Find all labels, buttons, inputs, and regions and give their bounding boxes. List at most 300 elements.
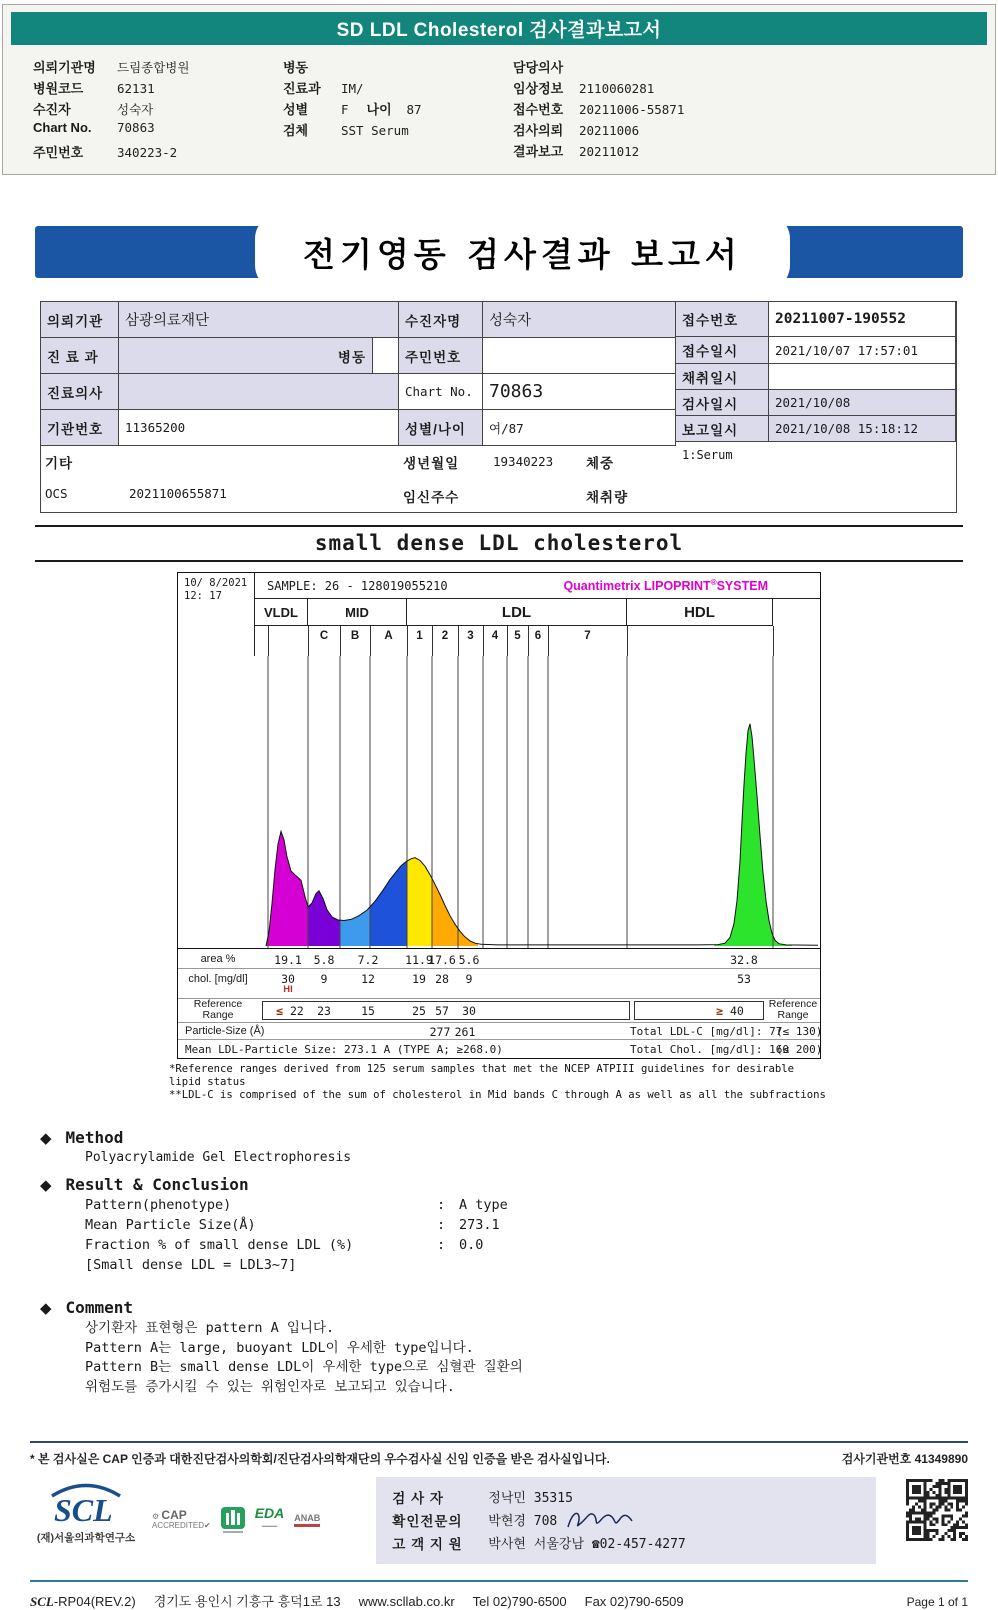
qr-module: [944, 1532, 947, 1535]
staff-role: 검 사 자: [392, 1490, 444, 1506]
qr-module: [921, 1509, 924, 1512]
qr-module: [936, 1497, 939, 1500]
header-info-row: [283, 99, 513, 120]
qr-module: [950, 1517, 953, 1520]
field-value: 340223-2: [117, 145, 178, 160]
report-header: [2, 4, 996, 175]
result-note: [Small dense LDL = LDL3~7]: [85, 1257, 297, 1273]
table-cell-r4.mv: 여/87: [483, 410, 676, 446]
area-pct-MID-C: 5.8: [313, 953, 335, 967]
qr-module: [950, 1506, 953, 1509]
qr-module: [927, 1479, 930, 1482]
brand-pre: Quantimetrix LIPOPRINT: [563, 579, 711, 594]
scl-logo-mark: [38, 1483, 134, 1527]
header-info-row: [283, 78, 513, 99]
results-section: [40, 1128, 958, 1397]
table-cell-rr2.l: 접수일시: [676, 337, 769, 364]
qr-module: [936, 1529, 939, 1532]
band-group-LDL: LDL: [407, 599, 627, 626]
area-percent-row: [178, 948, 820, 968]
qr-module: [918, 1511, 921, 1514]
field-label: 검체: [283, 123, 309, 138]
qr-module: [924, 1514, 927, 1517]
staff-value: 박사현 서울강남 ☎02-457-4277: [488, 1537, 686, 1552]
diamond-bullet: ◆: [40, 1129, 52, 1147]
report-title: SD LDL Cholesterol 검사결과보고서: [336, 20, 662, 41]
total-chol: Total Chol. [mg/dl]: 160: [630, 1043, 789, 1056]
row-label-ref-left: [178, 999, 258, 1021]
qr-module: [933, 1503, 936, 1506]
qr-module: [912, 1485, 921, 1494]
ref-label-line2: Range: [202, 1009, 234, 1021]
subband-label-C: C: [319, 630, 329, 642]
table-cell-r4.l: 기관번호: [41, 410, 119, 446]
form-code-scl: SCL: [30, 1594, 54, 1609]
qr-module: [909, 1514, 912, 1517]
agency-label: 검사기관번호: [841, 1452, 912, 1466]
result-title: Result & Conclusion: [65, 1175, 249, 1194]
ldl2-fill: [432, 879, 478, 947]
field-label: 수진자: [33, 102, 71, 117]
svg-text:SCL: SCL: [54, 1492, 113, 1527]
qr-module: [933, 1529, 936, 1532]
qr-module: [950, 1514, 953, 1517]
qr-module: [941, 1517, 944, 1520]
header-info-row: [33, 78, 283, 99]
qr-module: [938, 1479, 941, 1482]
chart-sample-row: [255, 573, 820, 599]
table-cell-r1.v: 삼광의료재단: [119, 302, 399, 338]
chart-datetime: [178, 573, 255, 656]
qr-module: [924, 1506, 927, 1509]
particle-size-0: 277: [429, 1025, 451, 1039]
anab-bar: [294, 1524, 320, 1527]
header-info-column: [283, 57, 513, 164]
qr-module: [936, 1532, 939, 1535]
chol-MID-C: 9: [320, 972, 328, 986]
subband-label-4: 4: [491, 630, 499, 642]
table-cell-r2.ml: 주민번호: [399, 338, 483, 374]
qr-module: [953, 1526, 956, 1529]
qr-module: [924, 1500, 927, 1503]
result-label: Fraction % of small dense LDL (%): [85, 1237, 354, 1253]
staff-value: 박현경 708: [488, 1514, 558, 1529]
qr-module: [915, 1503, 918, 1506]
field-value: 87: [406, 102, 422, 117]
mid-a-fill: [370, 861, 407, 946]
lim-logo: [221, 1507, 245, 1533]
report-title-bar: [11, 12, 987, 45]
comment-heading: [40, 1298, 958, 1317]
qr-module: [927, 1532, 930, 1535]
qr-module: [962, 1500, 965, 1503]
subband-separator: [407, 626, 408, 656]
qr-module: [915, 1511, 918, 1514]
subband-separator: [528, 626, 529, 656]
field-value: 70863: [117, 120, 155, 135]
qr-module: [953, 1485, 962, 1494]
header-info-row: [513, 141, 943, 162]
comment-line: Pattern A는 large, buoyant LDL이 우세한 type입니다.: [85, 1339, 474, 1356]
row-label-chol: chol. [mg/dl]: [188, 973, 248, 985]
qr-module: [941, 1500, 944, 1503]
lab-address: 경기도 용인시 기흥구 흥덕1로 13: [153, 1594, 341, 1609]
electrophoresis-curve: [178, 656, 820, 948]
table-cell-rr1.l: 접수번호: [676, 302, 769, 337]
field-label: 검사의뢰: [513, 123, 564, 138]
qr-module: [947, 1514, 950, 1517]
table-cell-r5.l: 기타: [45, 456, 74, 471]
certification-row: [30, 1441, 968, 1467]
table-cell-r2.l: 진 료 과: [41, 338, 119, 374]
ref-LDL-2: 30: [462, 1004, 476, 1018]
lab-fax: Fax 02)790-6509: [584, 1594, 684, 1609]
staff-row-tester: [392, 1485, 860, 1508]
qr-module: [930, 1497, 933, 1500]
cap-logo: ⚙ CAP ACCREDITED✔: [152, 1507, 211, 1530]
qr-module: [962, 1520, 965, 1523]
result-row: [85, 1196, 958, 1216]
mid-b-fill: [340, 907, 370, 946]
reference-box-hdl: [634, 1001, 764, 1020]
area-pct-MID-A: 11.9: [405, 953, 433, 967]
signature: [565, 1508, 635, 1532]
qr-module: [959, 1532, 962, 1535]
band-group-MID: MID: [308, 599, 407, 626]
qr-module: [959, 1517, 962, 1520]
chol-flag-hi: HI: [283, 984, 293, 995]
lipoprint-brand: [563, 578, 768, 593]
qr-module: [941, 1520, 944, 1523]
qr-module: [947, 1535, 950, 1538]
qr-module: [933, 1511, 936, 1514]
header-info-row: [283, 120, 513, 141]
result-row: [85, 1216, 958, 1236]
qr-module: [956, 1506, 959, 1509]
staff-role: 확인전문의: [392, 1513, 463, 1529]
banner: [35, 213, 963, 291]
agency-number: [842, 1450, 968, 1467]
qr-module: [930, 1479, 933, 1482]
qr-module: [938, 1485, 941, 1488]
qr-module: [933, 1485, 936, 1488]
eda-label: EDA: [254, 1505, 285, 1521]
header-info-row: [33, 57, 283, 78]
subband-separator: [773, 626, 774, 656]
qr-module: [938, 1538, 941, 1541]
lab-tel: Tel 02)790-6500: [472, 1594, 567, 1609]
qr-module: [944, 1497, 947, 1500]
subband-separator: [432, 626, 433, 656]
field-label: 주민번호: [33, 145, 84, 160]
patient-table: [40, 301, 957, 513]
qr-module: [947, 1509, 950, 1512]
ref-label-line1: Reference: [193, 998, 243, 1010]
header-info-row: [513, 120, 943, 141]
ref-VLDL: ≤ 22: [276, 1004, 304, 1018]
subband-separator: [308, 626, 309, 656]
qr-module: [944, 1488, 947, 1491]
chart-footnotes: [169, 1063, 829, 1102]
qr-module: [927, 1517, 930, 1520]
table-cell-rr2.v: 2021/10/07 17:57:01: [769, 337, 956, 364]
field-label: 병동: [283, 60, 309, 75]
brand-post: SYSTEM: [716, 579, 768, 594]
lipoprint-chart: [177, 572, 821, 1059]
qr-module: [938, 1497, 941, 1500]
form-code-rest: -RP04(REV.2): [53, 1594, 136, 1609]
qr-module: [944, 1506, 947, 1509]
qr-module: [930, 1488, 933, 1491]
band-group-row: [255, 599, 820, 626]
scl-subtitle: (재)서울의과학연구소: [36, 1532, 136, 1544]
ref-prefix: ≥: [716, 1004, 730, 1018]
qr-module: [938, 1491, 941, 1494]
staff-row-support: [392, 1531, 860, 1554]
field-label: Chart No.: [33, 120, 92, 135]
brand-reg-mark: ®: [710, 578, 717, 587]
area-pct-LDL-1: 17.6: [428, 953, 456, 967]
qr-module: [930, 1503, 933, 1506]
qr-module: [909, 1517, 912, 1520]
subband-label-A: A: [384, 630, 393, 642]
qr-module: [962, 1532, 965, 1535]
subband-separator: [627, 626, 628, 656]
banner-title: 전기영동 검사결과 보고서: [303, 234, 742, 274]
qr-module: [950, 1526, 953, 1529]
table-cell-r1.ml: 수진자명: [399, 302, 483, 338]
qr-module: [965, 1514, 968, 1517]
ref-MID-C: 23: [317, 1004, 331, 1018]
header-info-row: [33, 120, 283, 142]
area-pct-LDL-2: 5.6: [458, 953, 480, 967]
cap-sublabel: ACCREDITED✔: [152, 1520, 211, 1530]
scl-logo: [30, 1483, 142, 1545]
qr-module: [956, 1509, 959, 1512]
field-value: 2110060281: [579, 81, 655, 96]
field-label: 나이: [366, 102, 392, 117]
table-cell-r4.ml: 성별/나이: [399, 410, 483, 446]
qr-module: [956, 1526, 959, 1529]
ref-LDL-1: 57: [435, 1004, 449, 1018]
qr-module: [936, 1485, 939, 1488]
field-value: SST Serum: [341, 123, 409, 138]
field-value: 62131: [117, 81, 155, 96]
address-row: [30, 1580, 968, 1610]
chol-VLDL: 30: [281, 972, 295, 986]
sample-id: SAMPLE: 26 - 128019055210: [267, 578, 448, 593]
footnote-1: *Reference ranges derived from 125 serum samples that met the NCEP ATPIII guidelines for desirable lipid status: [169, 1063, 795, 1088]
page-number: Page 1 of 1: [906, 1595, 968, 1609]
qr-module: [906, 1503, 909, 1506]
comment-title: Comment: [65, 1298, 133, 1317]
qr-module: [944, 1491, 947, 1494]
qr-module: [962, 1526, 965, 1529]
qr-module: [941, 1523, 944, 1526]
qr-module: [938, 1494, 941, 1497]
footnote-2: **LDL-C is comprised of the sum of cholesterol in Mid bands C through A as well as all the subfractions: [169, 1089, 826, 1101]
qr-module: [941, 1482, 944, 1485]
hdl-fill: [714, 724, 792, 946]
subband-separator: [507, 626, 508, 656]
band-group-HDL: HDL: [627, 599, 773, 626]
subband-separator: [458, 626, 459, 656]
qr-module: [930, 1520, 933, 1523]
qr-module: [953, 1538, 956, 1541]
qr-module: [912, 1511, 915, 1514]
chol-MID-B: 12: [361, 972, 375, 986]
chol-HDL: 53: [737, 972, 751, 986]
qr-module: [956, 1500, 959, 1503]
comment-lines: [85, 1319, 958, 1397]
subband-separator: [483, 626, 484, 656]
staff-row-specialist: [392, 1508, 860, 1531]
particle-size-1: 261: [454, 1025, 476, 1039]
qr-module: [938, 1506, 941, 1509]
table-cell-r5.mx: 체중: [586, 456, 615, 471]
header-info-row: [513, 78, 943, 99]
header-info-column: [513, 57, 943, 164]
qr-module: [924, 1517, 927, 1520]
qr-code: [906, 1479, 968, 1541]
field-label: 병원코드: [33, 81, 84, 96]
ref-label-line1: Reference: [768, 998, 818, 1010]
result-row: [85, 1236, 958, 1256]
qr-module: [909, 1509, 912, 1512]
table-cell-r6.ml: 임신주수: [403, 490, 460, 505]
footer-block: [30, 1477, 968, 1564]
qr-module: [941, 1514, 944, 1517]
cholesterol-row: [178, 968, 820, 998]
qr-module: [953, 1523, 956, 1526]
mean-particle-size: Mean LDL-Particle Size: 273.1 A (TYPE A; ≥268.0): [185, 1043, 503, 1056]
chol-LDL-1: 28: [435, 972, 449, 986]
qr-module: [938, 1482, 941, 1485]
field-label: 결과보고: [513, 144, 564, 159]
total-ldl-c: Total LDL-C [mg/dl]: 77: [630, 1025, 783, 1038]
curve-svg: [178, 656, 820, 948]
area-pct-HDL: 32.8: [730, 953, 758, 967]
eda-sublabel: ━━━━━: [261, 1524, 278, 1530]
table-cell-r5.mv: 19340223: [493, 454, 554, 469]
qr-module: [944, 1514, 947, 1517]
ref-HDL: ≥ 40: [716, 1004, 744, 1018]
qr-module: [947, 1529, 950, 1532]
qr-module: [933, 1497, 936, 1500]
qr-module: [956, 1523, 959, 1526]
qr-module: [918, 1517, 921, 1520]
divider-top: [35, 525, 963, 527]
qr-module: [936, 1517, 939, 1520]
ref-prefix: ≤: [276, 1004, 290, 1018]
ref-MID-B: 15: [361, 1004, 375, 1018]
qr-module: [965, 1526, 968, 1529]
qr-module: [933, 1535, 936, 1538]
qr-module: [953, 1529, 956, 1532]
qr-module: [912, 1506, 915, 1509]
result-value: A type: [459, 1197, 508, 1213]
qr-module: [938, 1500, 941, 1503]
qr-module: [944, 1500, 947, 1503]
field-value: F: [341, 102, 349, 117]
result-label: Pattern(phenotype): [85, 1197, 232, 1213]
method-heading: [40, 1128, 958, 1147]
qr-module: [950, 1529, 953, 1532]
qr-module: [906, 1500, 909, 1503]
field-label: 접수번호: [513, 102, 564, 117]
qr-module: [936, 1520, 939, 1523]
result-label: Mean Particle Size(Å): [85, 1217, 256, 1233]
table-cell-r6.l: OCS: [45, 486, 68, 501]
subband-label-7: 7: [584, 630, 591, 642]
result-colon: :: [437, 1217, 446, 1233]
table-cell-rr3.v: [769, 364, 956, 390]
qr-module: [924, 1503, 927, 1506]
qr-module: [956, 1520, 959, 1523]
table-cell-empty: [373, 338, 399, 374]
qr-module: [933, 1523, 936, 1526]
qr-module: [941, 1479, 944, 1482]
qr-module: [918, 1506, 921, 1509]
table-cell-r3.l: 진료의사: [41, 374, 119, 410]
qr-module: [924, 1509, 927, 1512]
diamond-bullet: ◆: [40, 1299, 52, 1317]
field-value: 드림종합병원: [117, 60, 190, 75]
subband-separator: [268, 626, 269, 656]
qr-module: [936, 1482, 939, 1485]
table-cell-serum: 1:Serum: [682, 448, 733, 462]
qr-module: [959, 1500, 962, 1503]
header-info-row: [33, 142, 283, 164]
qr-module: [947, 1520, 950, 1523]
method-value: Polyacrylamide Gel Electrophoresis: [85, 1150, 352, 1165]
banner-box: [255, 213, 790, 291]
qr-module: [950, 1503, 953, 1506]
curve-outline: [266, 724, 818, 946]
chol-MID-A: 19: [412, 972, 426, 986]
qr-module: [938, 1503, 941, 1506]
table-cell-r3.v: [119, 374, 399, 410]
table-cell-rr4.l: 검사일시: [676, 390, 769, 416]
method-title: Method: [65, 1128, 124, 1147]
qr-module: [965, 1503, 968, 1506]
qr-module: [927, 1511, 930, 1514]
chol-LDL-2: 9: [465, 972, 473, 986]
qr-module: [953, 1535, 956, 1538]
qr-module: [927, 1529, 930, 1532]
qr-module: [962, 1506, 965, 1509]
agency-no: 41349890: [914, 1452, 968, 1466]
qr-module: [930, 1523, 933, 1526]
qr-module: [918, 1500, 921, 1503]
table-cell-r6.v: 2021100655871: [129, 486, 227, 501]
qr-module: [912, 1509, 915, 1512]
qr-module: [947, 1503, 950, 1506]
table-cell-rr1.v: 20211007-190552: [769, 302, 956, 337]
qr-module: [921, 1511, 924, 1514]
field-value: 20211006-55871: [579, 102, 685, 117]
result-rows: [85, 1196, 958, 1276]
ref-label-line2: Range: [777, 1009, 809, 1021]
qr-module: [912, 1526, 921, 1535]
table-cell-r2.v_inner: 병동: [119, 338, 373, 374]
qr-module: [924, 1511, 927, 1514]
qr-module: [927, 1514, 930, 1517]
header-info: [3, 55, 995, 166]
qr-module: [930, 1529, 933, 1532]
subband-label-1: 1: [416, 630, 423, 642]
qr-module: [956, 1503, 959, 1506]
